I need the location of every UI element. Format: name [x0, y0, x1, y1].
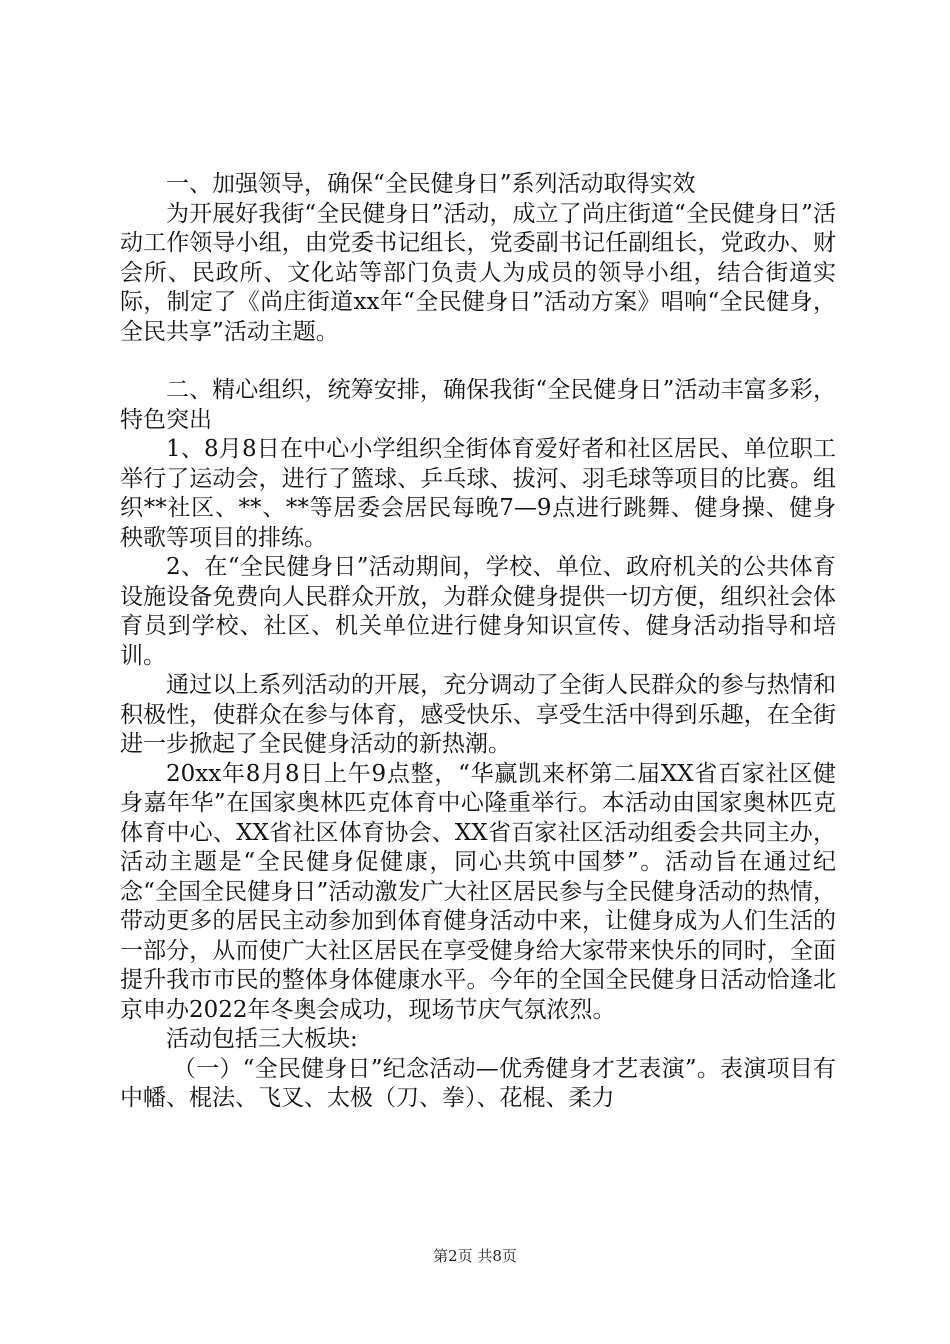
section-heading-1: 一、加强领导，确保“全民健身日”系列活动取得实效	[166, 171, 696, 197]
section-heading-2: 二、精心组织，统筹安排，确保我街“全民健身日”活动丰富多彩，特色突出	[120, 377, 836, 433]
paragraph: 通过以上系列活动的开展，充分调动了全街人民群众的参与热情和积极性，使群众在参与体育，感受快乐、享受生活中得到乐趣，在全街进一步掀起了全民健身活动的新热潮。	[120, 672, 836, 757]
paragraph: 20xx年8月8日上午9点整，“华赢凯来杯第二届XX省百家社区健身嘉年华”在国家奥林匹克体育中心隆重举行。本活动由国家奥林匹克体育中心、XX省社区体育协会、XX省百家社区活动组委会共同主办，活动主题是“全民健身促健康，同心共筑中国梦”。活动旨在通过纪念“全国全民健身日”活动激发广大社区居民参与全民健身活动的热情，带动更多的居民主动参加到体育健身活动中来，让健身成为人们生活的一部分，从而使广大社区居民在享受健身给大家带来快乐的同时，全面提升我市市民的整体身体健康水平。今年的全国全民健身日活动恰逢北京申办2022年冬奥会成功，现场节庆气氛浓烈。	[120, 760, 836, 1023]
document-body	[120, 170, 836, 1114]
paragraph: （一）“全民健身日”纪念活动—优秀健身才艺表演”。表演项目有中幡、棍法、飞叉、太极（刀、拳）、花棍、柔力	[120, 1055, 836, 1111]
paragraph: 2、在“全民健身日”活动期间，学校、单位、政府机关的公共体育设施设备免费向人民群众开放，为群众健身提供一切方便，组织社会体育员到学校、社区、机关单位进行健身知识宣传、健身活动指导和培训。	[120, 554, 836, 669]
page-number-footer: 第2页 共8页	[433, 1247, 517, 1265]
paragraph: 1、8月8日在中心小学组织全街体育爱好者和社区居民、单位职工举行了运动会，进行了篮球、乒乓球、拔河、羽毛球等项目的比赛。组织**社区、**、**等居委会居民每晚7—9点进行跳舞、健身操、健身秧歌等项目的排练。	[120, 436, 836, 551]
paragraph: 活动包括三大板块:	[166, 1026, 358, 1052]
paragraph: 为开展好我街“全民健身日”活动，成立了尚庄街道“全民健身日”活动工作领导小组，由党委书记组长，党委副书记任副组长，党政办、财会所、民政所、文化站等部门负责人为成员的领导小组，结合街道实际，制定了《尚庄街道xx年“全民健身日”活动方案》唱响“全民健身，全民共享”活动主题。	[120, 200, 836, 345]
